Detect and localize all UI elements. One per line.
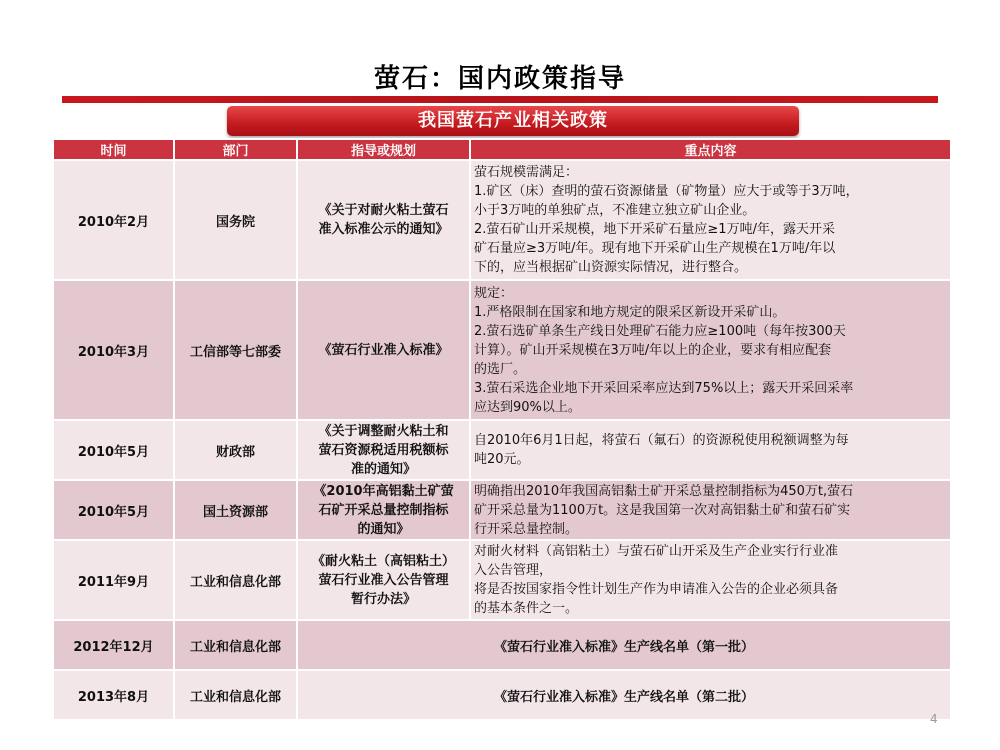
content-line: 将是否按国家指令性计划生产作为申请准入公告的企业必须具备: [474, 582, 839, 597]
content-line: 矿石量应≥3万吨/年。现有地下开采矿山生产规模在1万吨/年以: [474, 241, 836, 256]
content-line: 3.萤石采选企业地下开采回采率应达到75%以上；露天开采回采率: [474, 380, 854, 396]
policy-table: [52, 138, 952, 721]
table-header-row: [53, 139, 951, 160]
row-merged-content: 《萤石行业准入标准》生产线名单（第二批）: [297, 670, 951, 720]
guidance-line: 准的通知》: [350, 461, 416, 477]
row-guidance: [297, 420, 470, 480]
content-line: 2.萤石矿山开采规模，地下开采矿石量应≥1万吨/年，露天开采: [474, 222, 835, 237]
guidance-line: 《萤石行业准入标准》: [318, 342, 449, 358]
row-merged-content: 《萤石行业准入标准》生产线名单（第一批）: [297, 620, 951, 670]
row-key-content: [470, 420, 951, 480]
page-title: 萤石：国内政策指导: [373, 64, 626, 94]
row-department: 工业和信息化部: [174, 540, 297, 620]
row-time: 2010年5月: [53, 420, 174, 480]
header-department: 部门: [174, 139, 297, 160]
row-time: 2012年12月: [53, 620, 174, 670]
row-key-content: [470, 160, 951, 280]
content-line: 下的，应当根据矿山资源实际情况，进行整合。: [474, 260, 748, 275]
title-underline-bar: [62, 96, 938, 103]
content-line: 的选厂。: [474, 361, 527, 377]
guidance-line: 《关于对耐火粘土萤石: [318, 203, 449, 218]
table-row: [53, 160, 951, 280]
content-line: 明确指出2010年我国高铝黏土矿开采总量控制指标为450万t,萤石: [474, 483, 854, 499]
row-key-content: [470, 480, 951, 540]
guidance-line: 的通知》: [357, 521, 410, 537]
content-line: 入公告管理，: [474, 563, 553, 578]
guidance-line: 石矿开采总量控制指标: [318, 502, 449, 518]
content-line: 对耐火材料（高铝粘土）与萤石矿山开采及生产企业实行行业准: [474, 544, 839, 559]
row-key-content: [470, 280, 951, 420]
row-department: 工业和信息化部: [174, 670, 297, 720]
guidance-line: 萤石资源税适用税额标: [318, 442, 449, 458]
row-key-content: [470, 540, 951, 620]
header-time: 时间: [53, 139, 174, 160]
table-row: [53, 540, 951, 620]
guidance-line: 《关于调整耐火粘土和: [318, 423, 449, 439]
guidance-line: 萤石行业准入公告管理: [318, 572, 449, 588]
content-line: 萤石规模需满足：: [474, 165, 579, 180]
page-number: 4: [930, 712, 938, 726]
row-time: 2010年2月: [53, 160, 174, 280]
row-department: 财政部: [174, 420, 297, 480]
row-guidance: [297, 160, 470, 280]
header-guidance: 指导或规划: [297, 139, 470, 160]
table-row: [53, 420, 951, 480]
row-department: 国务院: [174, 160, 297, 280]
guidance-line: 《2010年高铝黏土矿萤: [313, 483, 454, 499]
content-line: 行开采总量控制。: [474, 521, 579, 537]
row-time: 2010年3月: [53, 280, 174, 420]
content-line: 计算）。矿山开采规模在3万吨/年以上的企业，要求有相应配套: [474, 342, 832, 358]
content-line: 自2010年6月1日起，将萤石（氟石）的资源税使用税额调整为每: [474, 433, 849, 448]
row-time: 2013年8月: [53, 670, 174, 720]
guidance-line: 准入标准公示的通知》: [318, 222, 449, 237]
table-banner: 我国萤石产业相关政策: [227, 106, 799, 136]
table-row: [53, 480, 951, 540]
content-line: 应达到90%以上。: [474, 399, 581, 415]
content-line: 2.萤石选矿单条生产线日处理矿石能力应≥100吨（每年按300天: [474, 323, 846, 339]
row-time: 2010年5月: [53, 480, 174, 540]
row-time: 2011年9月: [53, 540, 174, 620]
table-row: [53, 280, 951, 420]
row-department: 国土资源部: [174, 480, 297, 540]
row-guidance: [297, 480, 470, 540]
header-key-content: 重点内容: [470, 139, 951, 160]
guidance-line: 暂行办法》: [350, 591, 416, 607]
content-line: 矿开采总量为1100万t。这是我国第一次对高铝黏土矿和萤石矿实: [474, 502, 851, 518]
guidance-line: 《耐火粘土（高铝粘土）: [311, 553, 455, 569]
content-line: 吨20元。: [474, 452, 530, 467]
content-line: 的基本条件之一。: [474, 601, 579, 616]
table-row: [53, 620, 951, 670]
row-department: 工信部等七部委: [174, 280, 297, 420]
content-line: 规定：: [474, 285, 514, 301]
table-row: [53, 670, 951, 720]
row-department: 工业和信息化部: [174, 620, 297, 670]
content-line: 小于3万吨的单独矿点，不准建立独立矿山企业。: [474, 203, 756, 218]
row-guidance: [297, 540, 470, 620]
row-guidance: [297, 280, 470, 420]
content-line: 1.矿区（床）查明的萤石资源储量（矿物量）应大于或等于3万吨，: [474, 184, 859, 199]
content-line: 1.严格限制在国家和地方规定的限采区新设开采矿山。: [474, 304, 786, 320]
